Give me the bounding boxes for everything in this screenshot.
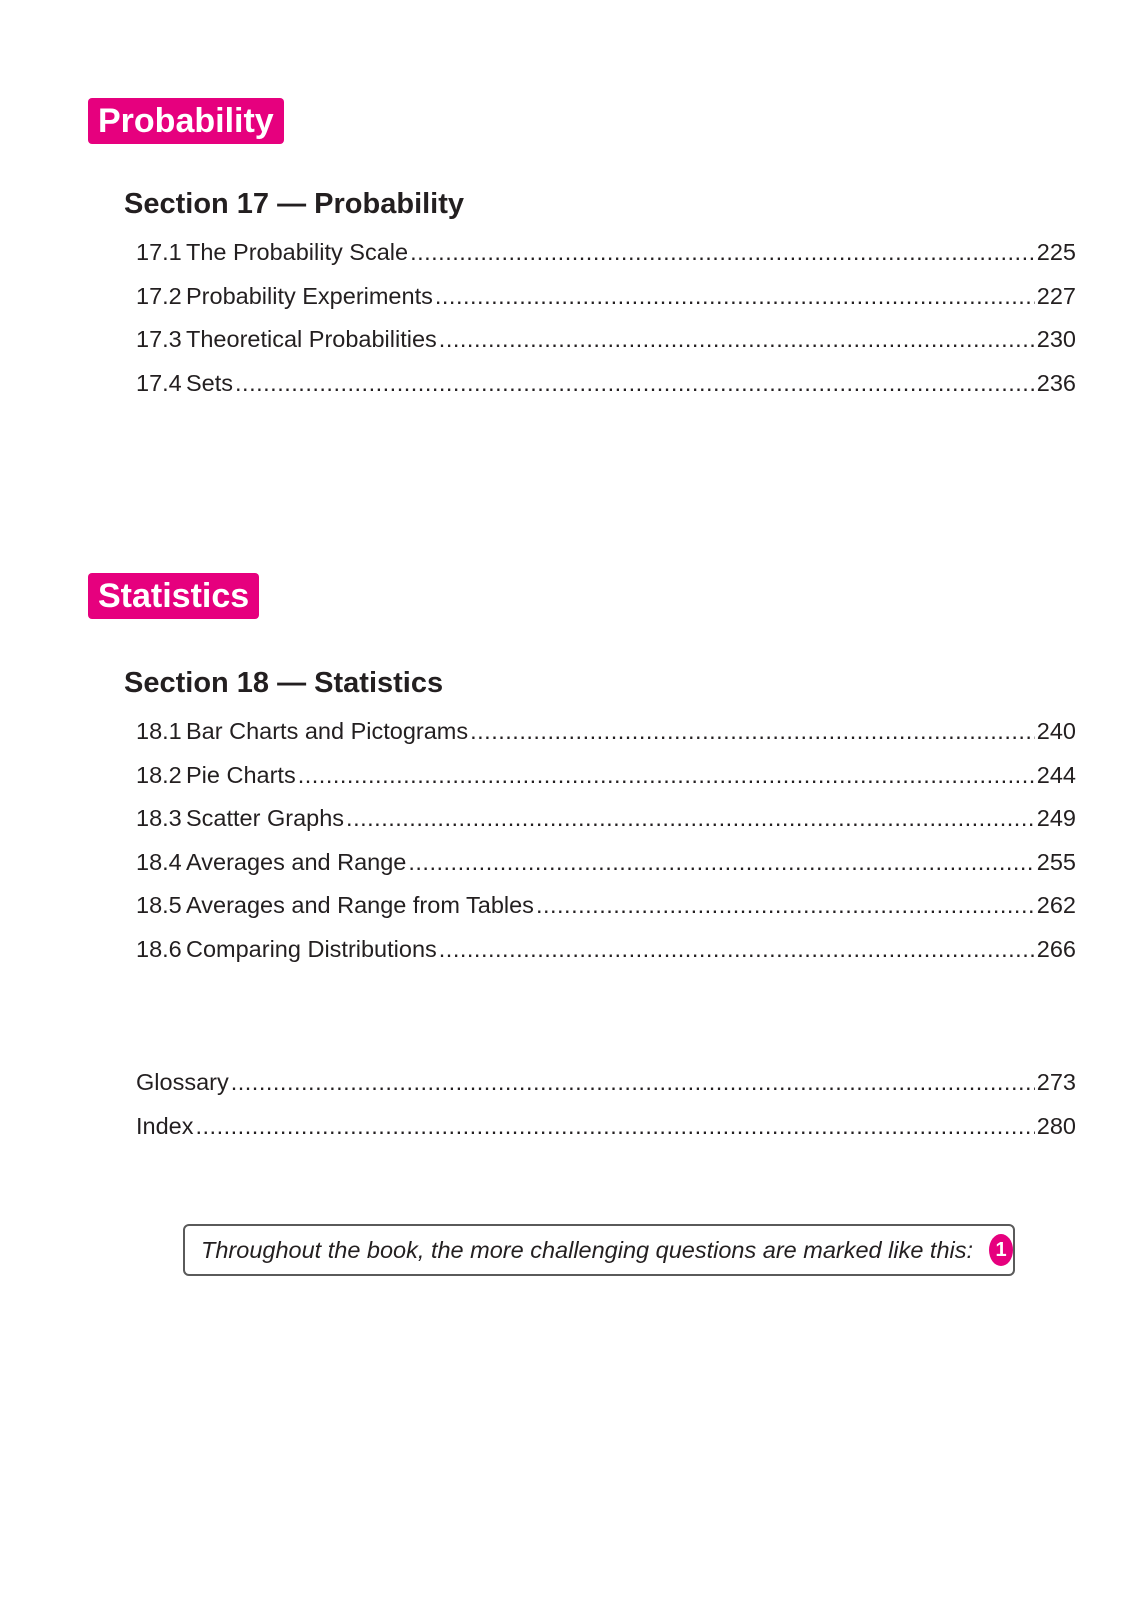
toc-entry-number: 18.1 xyxy=(136,718,182,744)
toc-entry-page: 262 xyxy=(1036,892,1076,918)
challenge-note-box xyxy=(183,1224,1015,1276)
toc-leader-dots xyxy=(231,1067,1035,1097)
toc-entry-glossary[interactable] xyxy=(136,1067,1076,1111)
toc-entry-title: Averages and Range from Tables xyxy=(186,892,534,918)
toc-entry-number: 17.2 xyxy=(136,282,182,309)
statistics-badge: Statistics xyxy=(88,573,259,619)
toc-entry-title: Sets xyxy=(186,369,234,396)
toc-entry-index[interactable] xyxy=(136,1111,1076,1155)
section-18-title: Section 18 — Statistics xyxy=(124,667,444,699)
statistics-toc xyxy=(136,716,1076,977)
toc-entry-17-3[interactable] xyxy=(136,324,1076,368)
toc-leader-dots xyxy=(196,1111,1035,1141)
toc-leader-dots xyxy=(536,890,1035,920)
toc-entry-title: Pie Charts xyxy=(186,761,296,788)
toc-entry-18-4[interactable] xyxy=(136,847,1076,891)
toc-entry-page: 236 xyxy=(1036,369,1076,396)
toc-entry-page: 225 xyxy=(1036,239,1076,265)
toc-entry-number: 17.3 xyxy=(136,326,182,352)
toc-entry-title: Scatter Graphs xyxy=(186,805,345,831)
probability-badge: Probability xyxy=(88,98,284,144)
toc-entry-title: Comparing Distributions xyxy=(186,935,437,962)
toc-entry-title: Bar Charts and Pictograms xyxy=(186,718,469,744)
toc-leader-dots xyxy=(439,934,1035,964)
toc-leader-dots xyxy=(439,324,1035,354)
toc-entry-title: The Probability Scale xyxy=(186,239,409,265)
challenge-note-text: Throughout the book, the more challenging questions are marked like this: xyxy=(201,1236,974,1263)
toc-entry-17-2[interactable] xyxy=(136,281,1076,325)
toc-entry-title: Theoretical Probabilities xyxy=(186,326,437,352)
back-matter-toc xyxy=(136,1067,1076,1154)
toc-entry-18-2[interactable] xyxy=(136,760,1076,804)
toc-entry-title: Averages and Range xyxy=(186,848,407,875)
probability-toc xyxy=(136,237,1076,411)
toc-entry-page: 266 xyxy=(1036,935,1076,962)
toc-leader-dots xyxy=(298,760,1035,790)
toc-entry-title: Probability Experiments xyxy=(186,282,433,309)
toc-entry-page: 244 xyxy=(1036,761,1076,788)
toc-entry-18-6[interactable] xyxy=(136,934,1076,978)
toc-entry-number: 18.3 xyxy=(136,805,182,831)
toc-entry-18-3[interactable] xyxy=(136,803,1076,847)
toc-entry-number: 18.2 xyxy=(136,761,182,788)
toc-entry-number: 17.1 xyxy=(136,239,182,265)
toc-entry-title: Index xyxy=(136,1112,194,1139)
section-17-title: Section 17 — Probability xyxy=(124,188,465,220)
toc-entry-number: 18.6 xyxy=(136,935,182,962)
toc-entry-title: Glossary xyxy=(136,1069,229,1095)
toc-entry-page: 249 xyxy=(1036,805,1076,831)
toc-entry-page: 273 xyxy=(1036,1069,1076,1095)
toc-leader-dots xyxy=(408,847,1034,877)
toc-entry-page: 280 xyxy=(1036,1112,1076,1139)
toc-entry-number: 17.4 xyxy=(136,369,182,396)
toc-entry-page: 230 xyxy=(1036,326,1076,352)
toc-leader-dots xyxy=(470,716,1035,746)
toc-leader-dots xyxy=(235,368,1035,398)
toc-entry-17-4[interactable] xyxy=(136,368,1076,412)
toc-entry-18-5[interactable] xyxy=(136,890,1076,934)
toc-entry-page: 227 xyxy=(1036,282,1076,309)
toc-entry-number: 18.5 xyxy=(136,892,182,918)
toc-leader-dots xyxy=(346,803,1035,833)
toc-entry-page: 255 xyxy=(1036,848,1076,875)
toc-leader-dots xyxy=(410,237,1035,267)
toc-entry-17-1[interactable] xyxy=(136,237,1076,281)
toc-entry-number: 18.4 xyxy=(136,848,182,875)
toc-entry-18-1[interactable] xyxy=(136,716,1076,760)
challenge-marker-icon: 1 xyxy=(989,1234,1013,1266)
toc-leader-dots xyxy=(435,281,1035,311)
toc-entry-page: 240 xyxy=(1036,718,1076,744)
